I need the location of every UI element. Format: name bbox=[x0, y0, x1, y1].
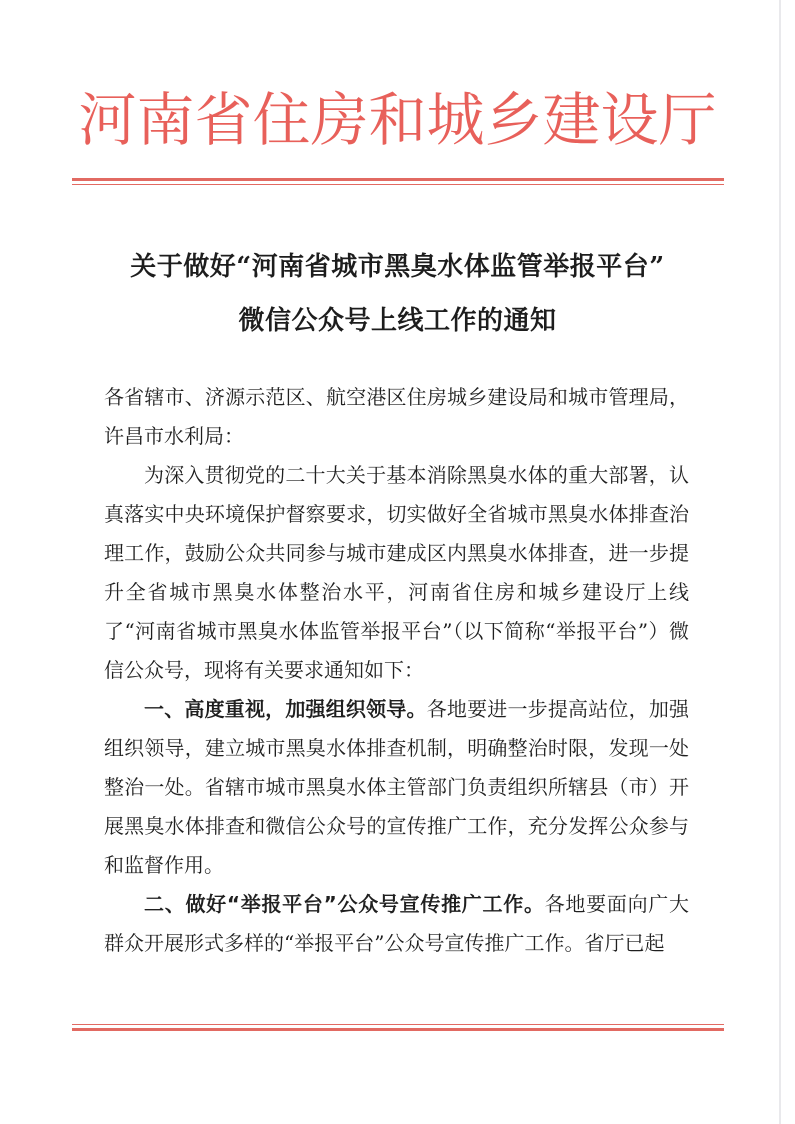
document-body bbox=[104, 378, 689, 963]
section-1-text: 各地要进一步提高站位，加强组织领导，建立城市黑臭水体排查机制，明确整治时限，发现一处整治一处。省辖市城市黑臭水体主管部门负责组织所辖县（市）开展黑臭水体排查和微信公众号的宣传推广工作，充分发挥公众参与和监督作用。 bbox=[104, 697, 690, 877]
page-edge bbox=[779, 0, 781, 1124]
paragraph-section-2 bbox=[104, 885, 689, 963]
paragraph-section-1 bbox=[104, 690, 689, 885]
addressee: 各省辖市、济源示范区、航空港区住房城乡建设局和城市管理局，许昌市水利局： bbox=[104, 385, 689, 448]
document-title-line-1: 关于做好“河南省城市黑臭水体监管举报平台” bbox=[130, 252, 665, 282]
letterhead-issuer: 河南省住房和城乡建设厅 bbox=[78, 86, 717, 154]
footer-rule bbox=[72, 1024, 724, 1031]
section-2-text: 各地要面向广大群众开展形式多样的“举报平台”公众号宣传推广工作。省厅已起 bbox=[104, 892, 690, 955]
letterhead-rule bbox=[72, 178, 724, 185]
paragraph-intro bbox=[104, 456, 689, 690]
paragraph-intro-text: 为深入贯彻党的二十大关于基本消除黑臭水体的重大部署，认真落实中央环境保护督察要求，切实做好全省城市黑臭水体排查治理工作，鼓励公众共同参与城市建成区内黑臭水体排查，进一步提升全省城市黑臭水体整治水平，河南省住房和城乡建设厅上线了“河南省城市黑臭水体监管举报平台”（以下简称“举报平台”）微信公众号，现将有关要求通知如下： bbox=[104, 463, 689, 682]
section-1-heading: 一、高度重视，加强组织领导。 bbox=[144, 697, 427, 721]
section-2-heading: 二、做好“举报平台”公众号宣传推广工作。 bbox=[144, 892, 545, 916]
document-title-line-2: 微信公众号上线工作的通知 bbox=[238, 306, 557, 336]
